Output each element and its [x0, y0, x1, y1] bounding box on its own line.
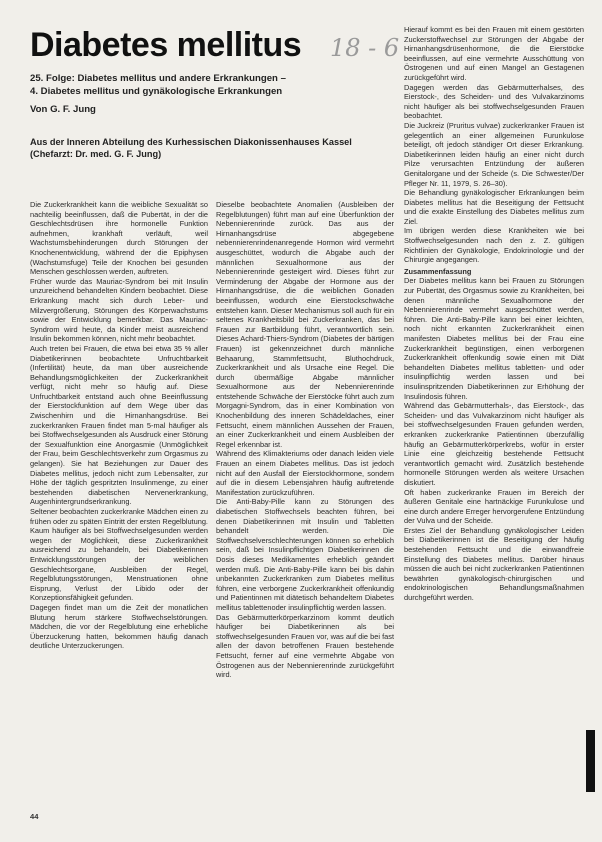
paragraph: Hierauf kommt es bei den Frauen mit einem gestörten Zuckerstoffwechsel zur Störungen der Abgabe der Hirnanhangsdrüsenhormone, die die Eierstöcke beeinflussen, auf eine vermehrte Ausschüttung von Östrogenen und auf einen Mangel an Gestagenen zurückgeführt wird.: [404, 25, 584, 82]
paragraph: Oft haben zuckerkranke Frauen im Bereich der äußeren Genitale eine hartnäckige Furunkulose und eine durch andere Erreger hervorgerufene Entzündung der Vulva und der Scheide.: [404, 487, 584, 526]
author-byline: Von G. F. Jung: [30, 104, 96, 115]
paragraph: Seltener beobachten zuckerkranke Mädchen einen zu frühen oder zu späten Eintritt der ersten Regelblutung. Kaum häufiger als bei Stoffwechselgesunden werden wegen der Möglichkeit, diese Zuckerkrankheit ausreichend zu behandeln, bei Diabetikerinnen Entwicklungsstörungen der weiblichen Geschlechtsorgane, Ausbleiben der Regel, Regelblutungsstörungen, Menstruationen ohne Eisprung, Verlust der Libido oder der Konzeptionsfähigkeit gefunden.: [30, 507, 208, 603]
paragraph: Die Behandlung gynäkologischer Erkrankungen beim Diabetes mellitus hat die Beseitigung der Fettsucht und die exakte Einstellung des Diabetes mellitus zum Ziel.: [404, 188, 584, 226]
text-column-1: [30, 200, 208, 651]
paragraph: Dieselbe beobachtete Anomalien (Ausbleiben der Regelblutungen) führt man auf eine Überfunktion der Nebennierenrinde zurück. Das aus der Hirnanhangsdrüse abgegebene nebennierenrindenanregende Hormon wird vermehrt ausgeschüttet, wodurch die Abgabe auch der männlichen Sexualhormone aus der Nebennierenrinde gesteigert wird. Dieses führt zur Verminderung der Abgabe der Hormone aus der Hirnanhangsdrüse, die die weiblichen Gonaden beeinflussen, wodurch eine Eierstockschwäche entstehen kann. Dieser Mechanismus soll auch für ein seltenes Krankheitsbild bei Zuckerkranken, das bei Frauen zur Bartbildung führt, verantwortlich sein. Dieses Achard-Thiers-Syndrom (Diabetes der bärtigen Frauen) ist gekennzeichnet durch männliche Behaarung, Stammfettsucht, Bluthochdruck, Zuckerkrankheit und als Ursache eine Regel. Die durch übermäßige Abgabe männlicher Sexualhormone aus der Nebennierenrinde entstehende Schwäche der Eierstöcke führt auch zum Morgagni-Syndrom, das in einer Kombination von Knochenbildung des inneren Schädeldaches, einer Fettsucht, einem männlichen Aussehen der Frauen, an einer Zuckerkrankheit und einem Ausbleiben der Regel erkennbar ist.: [216, 200, 394, 449]
paragraph: Die Zuckerkrankheit kann die weibliche Sexualität so nachteilig beeinflussen, daß die Pubertät, in der die Geschlechtsdrüsen ihre hormonelle Funktion aufnehmen, krankhaft verläuft, weil Wachstumsbehinderungen durch Störungen der Knochenentwicklung, während der die Epiphysen (Wachstumsfuge) Teile der Knochen bei gesunden Menschen geschlossen werden, auftreten.: [30, 200, 208, 277]
article-title: Diabetes mellitus: [30, 26, 302, 64]
paragraph: Erstes Ziel der Behandlung gynäkologischer Leiden bei Diabetikerinnen ist die Beseitigung der häufig bestehenden Fettsucht und die einwandfreie Einstellung des Diabetes mellitus. Darüber hinaus müssen die auch bei nicht zuckerkranken Patientinnen bewährten gynäkologisch-chirurgischen und endokrinologischen Behandlungsmaßnahmen durchgeführt werden.: [404, 525, 584, 603]
page-number: 44: [30, 812, 39, 821]
handwritten-annotation: 18 - 6: [330, 34, 400, 62]
paragraph: Die Juckreiz (Pruritus vulvae) zuckerkranker Frauen ist gelegentlich an einer allgemeinen Furunkulose beteiligt, oft jedoch ständiger Ort dieser Erkrankung. Diabetikerinnen leiden häufig an einer nicht durch Pilze verursachten Entzündung der äußeren Genitalorgane und der Scheide (s. Die Schwester/Der Pfleger Nr. 11, 1979, S. 26–30).: [404, 120, 584, 188]
affiliation-line-2: (Chefarzt: Dr. med. G. F. Jung): [30, 149, 162, 159]
paragraph: Die Anti-Baby-Pille kann zu Störungen des diabetischen Stoffwechsels beachten führen, bei denen Diabetikerinnen mit Insulin und Tabletten behandelt werden. Die Stoffwechselverschlechterungen können so erheblich sein, daß bei Insulinpflichtigen Diabetikerinnen die Dosis dieses Medikamentes erheblich geändert werden muß. Die Anti-Baby-Pille kann bei bis dahin unbekannten Zuckerkranken zum Diabetes mellitus führen, eine verborgene Zuckerkrankheit offenkundig und Patientinnen mit diätetisch behandeltem Diabetes mellitus tablettenoder insulinpflichtig werden lassen.: [216, 497, 394, 612]
paragraph: Dagegen findet man um die Zeit der monatlichen Blutung herum stärkere Stoffwechselstörungen. Mädchen, die vor der Regelblutung eine erhebliche Überzuckerung hatten, bekommen häufig danach deutliche Unterzuckerungen.: [30, 602, 208, 651]
paragraph: Der Diabetes mellitus kann bei Frauen zu Störungen zur Pubertät, des Orgasmus sowie zu Krankheiten, bei denen männliche Sexualhormone der Nebennierenrinde vermehrt ausgeschüttet werden, führen. Die Anti-Baby-Pille kann bei einer leichten, noch nicht erkannten Zuckerkrankheit einen manifesten Diabetes mellitus bei der Frau eine Zuckerkrankheit begünstigen, einen verborgenen Zuckerkrankheit offenkundig sowie einen mit Diät behandelten Diabetes mellitus tabletten- und oder insulinpflichtig werden lassen und bei insulinspritzenden Diabetikerinnen zur Erhöhung der Insulindosis führen.: [404, 276, 584, 401]
edge-tab-marker: [586, 730, 595, 792]
paragraph: Auch treten bei Frauen, die etwa bei etwa 35 % aller Diabetikerinnen beobachtete Unfruchtbarkeit (Infertilität) heute, da man über ausreichende Behandlungsmöglichkeiten der Zuckerkrankheit verfügt, nicht mehr so häufig auf. Diese Unfruchtbarkeit entstand auch ohne Beeinflussung der Eierstockfunktion auf dem Wege über das Zwischenhirn und die Hirnanhangsdrüse. Bei zuckerkranken Frauen findet man 5-mal häufiger als bei Stoffwechselgesunden als Ausdruck einer Störung der Sexualfunktion eine Anorgasmie (Unmöglichkeit der Frau, beim Geschlechtsverkehr zum Orgasmus zu gelangen). Sie hat Beziehungen zur Dauer des Diabetes mellitus, jedoch nicht zum Lebensalter, zur Höhe der täglich gespritzten Insulinmenge, zu einer bestehenden diabetischen Nervenerkrankung, Augenhintergrundserkrankung.: [30, 343, 208, 507]
subtitle-line-1: 25. Folge: Diabetes mellitus und andere Erkrankungen –: [30, 73, 286, 84]
section-heading: Zusammenfassung: [404, 266, 472, 276]
paragraph: Während das Gebärmutterhals-, das Eierstock-, das Scheiden- und das Vulvakarzinom nicht häufiger als bei stoffwechselgesunden Frauen gefunden werden, erkranken zuckerkranke Patientinnen überzufällig häufig an Gebärmutterkörperkrebs, wofür in erster Linie eine gleichzeitig bestehende Fettsucht verantwortlich gemacht wird. Zusätzlich bestehende hormonelle Störungen werden als weitere Ursachen diskutiert.: [404, 401, 584, 487]
paragraph: Das Gebärmutterkörperkarzinom kommt deutlich häufiger bei Diabetikerinnen als bei stoffwechselgesunden Frauen vor, was auf die bei fast allen der davon betroffenen Frauen bestehende Fettsucht, ferner auf eine vermehrte Abgabe von Östrogenen aus der Nebennierenrinde zurückgeführt wird.: [216, 612, 394, 680]
affiliation-line-1: Aus der Inneren Abteilung des Kurhessischen Diakonissenhauses Kassel: [30, 137, 352, 147]
subtitle-line-2: 4. Diabetes mellitus und gynäkologische Erkrankungen: [30, 86, 283, 97]
paragraph: Dagegen werden das Gebärmutterhalses, des Eierstock-, des Scheiden- und des Vulvakarzinoms nicht häufiger als bei stoffwechselgesunden Frauen beobachtet.: [404, 82, 584, 121]
author-affiliation: [30, 136, 400, 160]
paragraph: Während des Klimakteriums oder danach leiden viele Frauen an einem Diabetes mellitus. Das ist jedoch nicht auf den Ausfall der Eierstockhormone, sondern auf die in diesem Lebensjahren häufig auftretende Manifestation zurückzuführen.: [216, 449, 394, 497]
text-column-2: [216, 200, 394, 680]
article-subtitle: [30, 72, 390, 98]
text-column-3: [404, 25, 584, 603]
paragraph: Im übrigen werden diese Krankheiten wie bei Stoffwechselgesunden nach den z. Z. gültigen Richtlinien der Gynäkologie, Endokrinologie und der Chirurgie angegangen.: [404, 226, 584, 265]
paragraph: Früher wurde das Mauriac-Syndrom bei mit Insulin unzureichend behandelten Kindern beobachtet. Diese Erkrankung macht sich durch Leber- und Milzvergrößerung, Störungen des Körperwachstums sowie der Entwicklung bemerkbar. Das Mauriac-Syndrom wird heute, da Kinder meist ausreichend Insulin bekommen können, nicht mehr beobachtet.: [30, 276, 208, 344]
